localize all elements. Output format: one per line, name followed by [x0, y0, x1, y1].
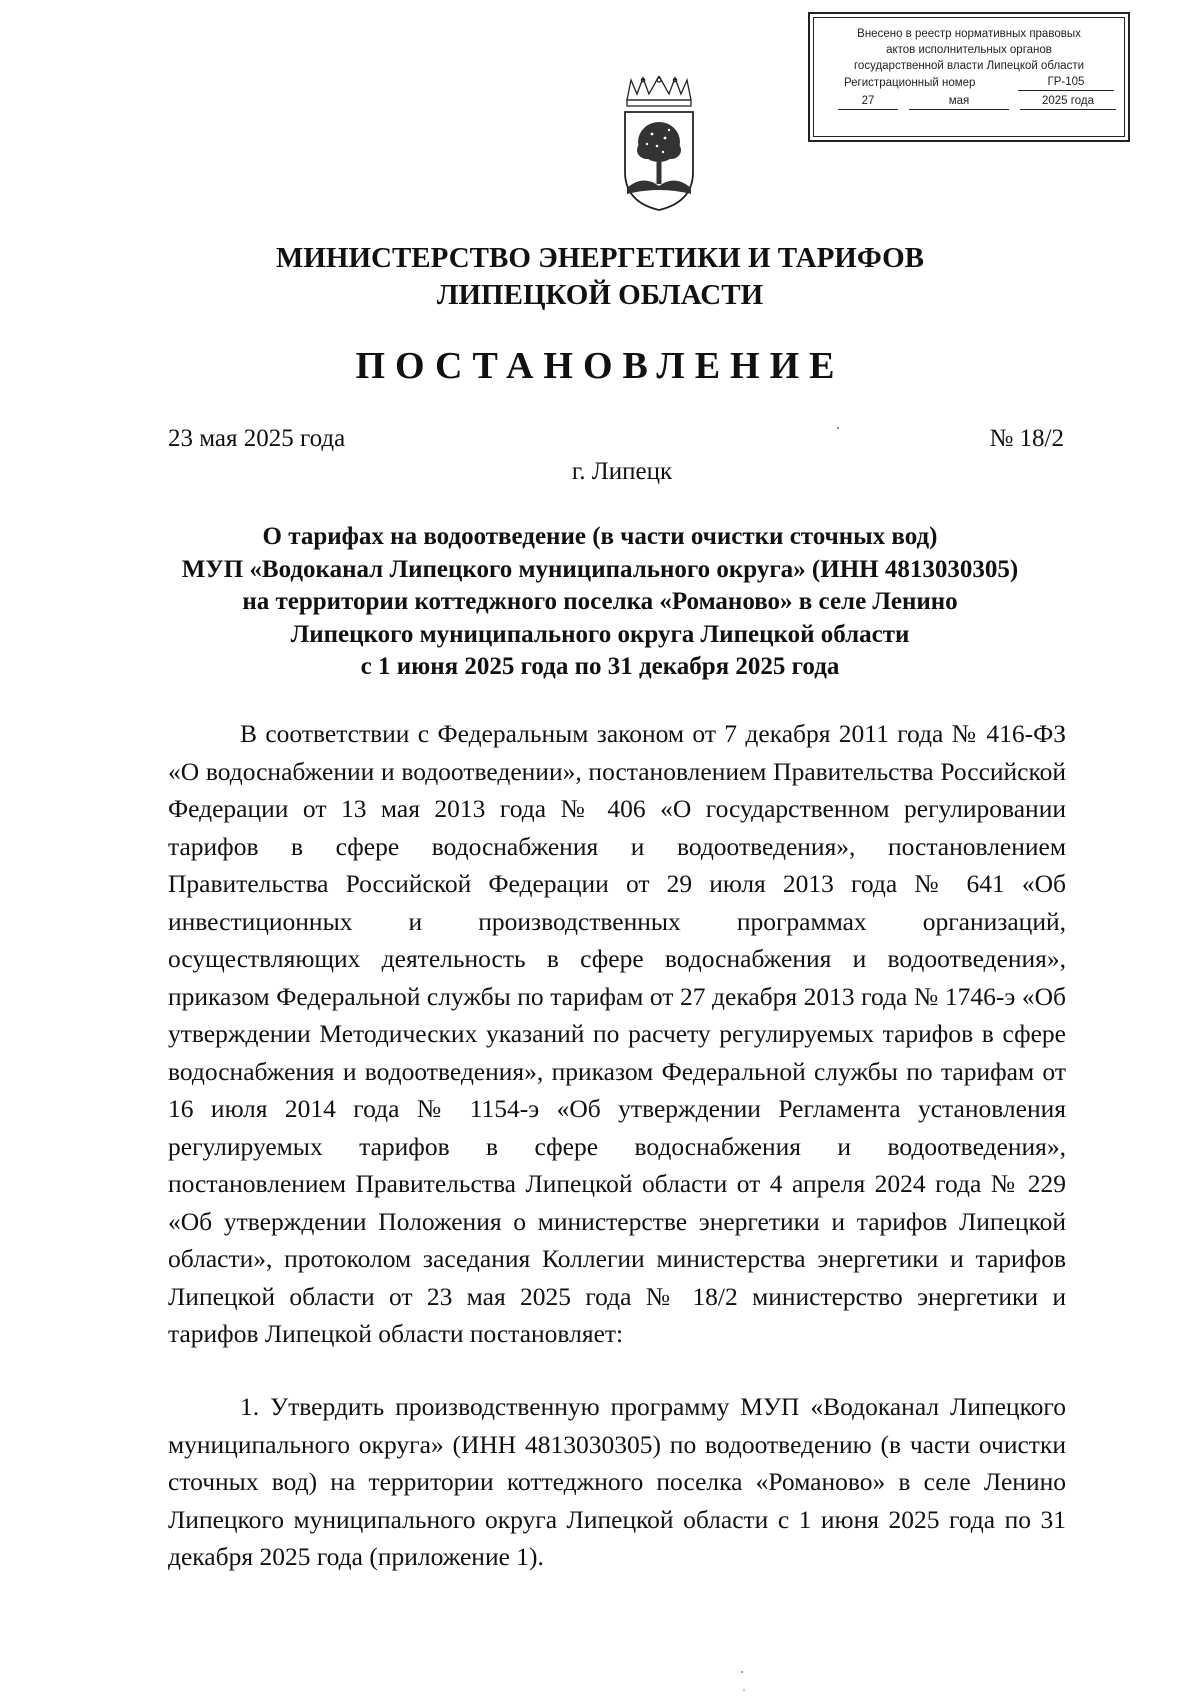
- title-line: О тарифах на водоотведение (в части очистки сточных вод): [262, 523, 938, 550]
- document-type: ПОСТАНОВЛЕНИЕ: [355, 345, 845, 387]
- stamp-month: мая: [909, 93, 1009, 110]
- stamp-day: 27: [838, 93, 898, 110]
- preamble-paragraph: В соответствии с Федеральным законом от 7 декабря 2011 года № 416-ФЗ «О водоснабжении и водоотведении», постановлением Правительства Российской Федерации от 13 мая 2013 года № 406 «О государственном регулировании тарифов в сфере водоснабжения и водоотведения», постановлением Правительства Российской Федерации от 29 июля 2013 года № 641 «Об инвестиционных и производственных программах организаций, осуществляющих деятельность в сфере водоснабжения и водоотведения», приказом Федеральной службы по тарифам от 27 декабря 2013 года № 1746-э «Об утверждении Методических указаний по расчету регулируемых тарифов в сфере водоснабжения и водоотведения», приказом Федеральной службы по тарифам от 16 июля 2014 года № 1154-э «Об утверждении Регламента установления регулируемых тарифов в сфере водоснабжения и водоотведения», постановлением Правительства Липецкой области от 4 апреля 2024 года № 229 «Об утверждении Положения о министерстве энергетики и тарифов Липецкой области», протоколом заседания Коллегии министерства энергетики и тарифов Липецкой области от 23 мая 2025 года № 18/2 министерство энергетики и тарифов Липецкой области постановляет:: [168, 719, 1066, 1348]
- title-line: Липецкого муниципального округа Липецкой области: [290, 620, 910, 648]
- document-city: г. Липецк: [571, 458, 673, 485]
- item-1-paragraph: 1. Утвердить производственную программу МУП «Водоканал Липецкого муниципального округа» (ИНН 4813030305) по водоотведению (в части очистки сточных вод) на территории коттеджного поселка «Романово» в селе Ленино Липецкого муниципального округа Липецкой области с 1 июня 2025 года по 31 декабря 2025 года (приложение 1).: [168, 1392, 1066, 1571]
- document-number: № 18/2: [989, 425, 1064, 452]
- stamp-line-1: Внесено в реестр нормативных правовых: [857, 28, 1081, 40]
- stamp-line-2: актов исполнительных органов: [886, 44, 1052, 56]
- registry-stamp: [808, 12, 1130, 142]
- registry-stamp-inner: [813, 17, 1125, 137]
- title-line: на территории коттеджного поселка «Романово» в селе Ленино: [242, 588, 958, 615]
- stamp-line-3: государственной власти Липецкой области: [853, 60, 1085, 72]
- stamp-registration: [820, 74, 1118, 91]
- title-line: МУП «Водоканал Липецкого муниципального округа» (ИНН 4813030305): [181, 555, 1019, 583]
- document-date: 23 мая 2025 года: [168, 425, 346, 452]
- stamp-reg-label: Регистрационный номер: [844, 77, 976, 89]
- document-title: [120, 521, 1080, 684]
- stamp-year: 2025 года: [1020, 93, 1116, 110]
- ministry-line-2: ЛИПЕЦКОЙ ОБЛАСТИ: [436, 279, 764, 311]
- ministry-line-1: МИНИСТЕРСТВО ЭНЕРГЕТИКИ И ТАРИФОВ: [275, 242, 925, 274]
- stamp-reg-number: ГР-105: [1018, 74, 1114, 91]
- stamp-date: [820, 93, 1118, 110]
- ministry-name: [0, 240, 1200, 314]
- title-line: с 1 июня 2025 года по 31 декабря 2025 года: [360, 653, 840, 680]
- lipetsk-coat-of-arms-icon: [619, 76, 699, 214]
